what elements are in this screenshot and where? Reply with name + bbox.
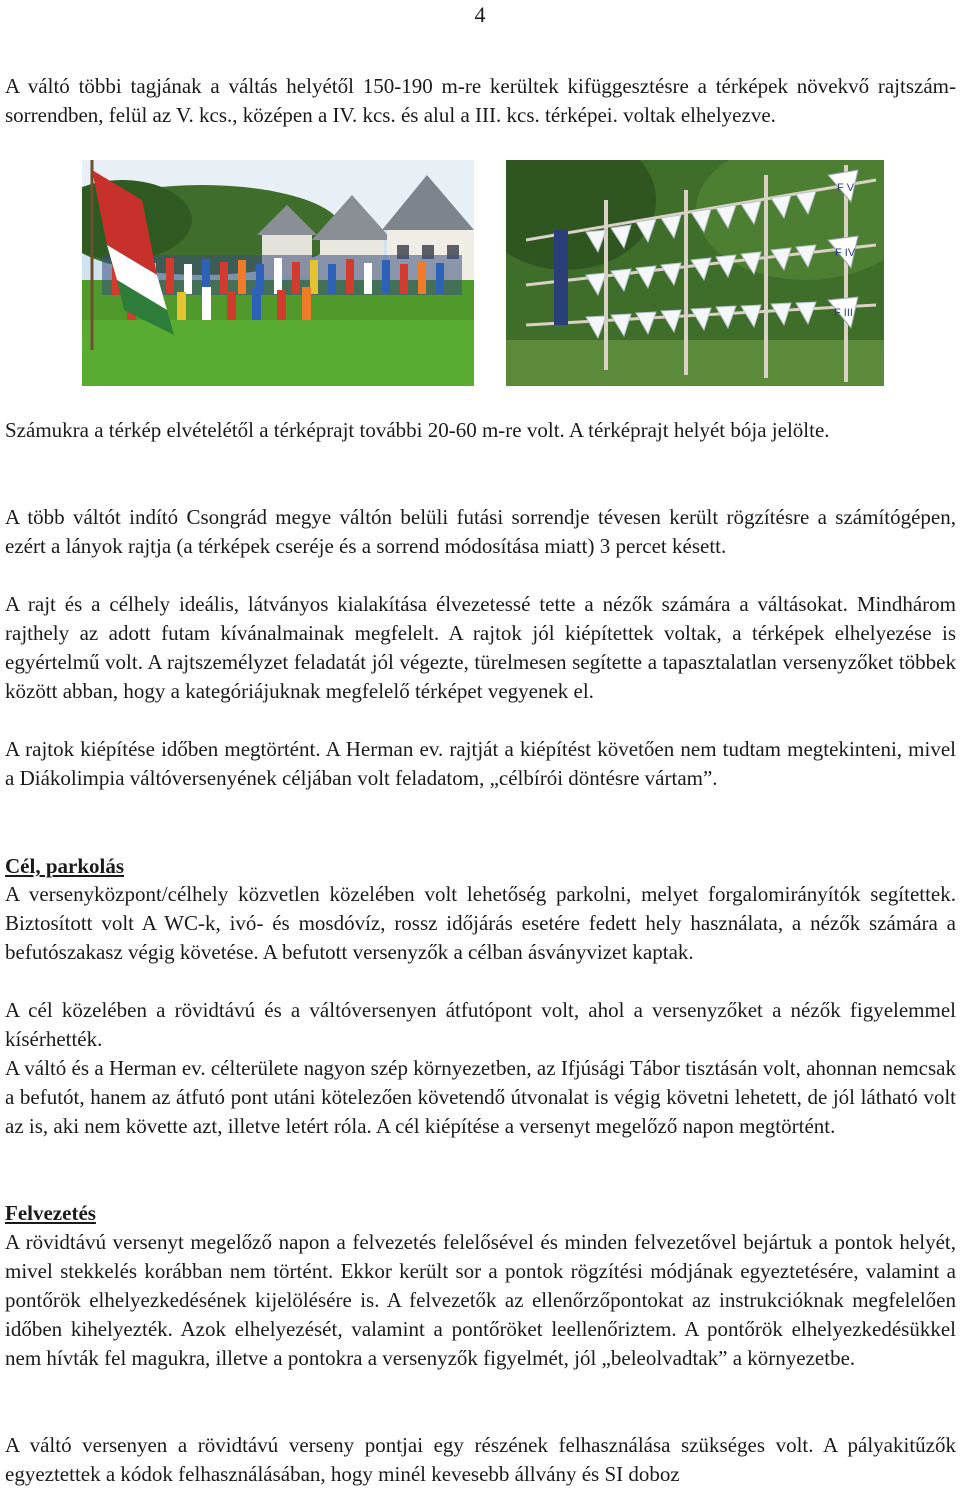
page-number: 4 [474,2,486,27]
paragraph-csongrad: A több váltót indító Csongrád megye váltón belüli futási sorrendje tévesen került rögzítésre a számítógépen, ezért a lányok rajtja (a térképek cseréje és a sorrend módosítása miatt) 3 percet késett. [5,505,956,558]
maps-photo [506,160,884,386]
paragraph-last: A váltó versenyen a rövidtávú verseny pontjai egy részének felhasználása szükséges volt. A pályakitűzők egyeztettek a kódok felhasználásában, hogy minél kevesebb állvány és SI doboz [5,1433,956,1486]
heading-controls: Felvezetés [5,1201,96,1225]
paragraph-map-distance: Számukra a térkép elvételétől a térképrajt további 20-60 m-re volt. A térképrajt helyét bója jelölte. [5,418,830,442]
paragraph-start-finish: A rajt és a célhely ideális, látványos kialakítása élvezetessé tette a nézők számára a váltásokat. Mindhárom rajthely az adott futam kívánalmainak megfelelt. A rajtok jól kiépítettek voltak, a térképek elhelyezése is egyértelmű volt. A rajtszemélyzet feladatát jól végezte, türelmesen segítette a tapasztalatlan versenyzőket többek között abban, hogy a kategóriájuknak megfelelő térképet vegyenek el. [5,592,956,703]
map-label-fv: F V [837,182,855,194]
paragraph-intro: A váltó többi tagjának a váltás helyétől 150-190 m-re kerültek kifüggesztésre a térképek növekvő rajtszám-sorrendben, felül az V. kcs., középen a IV. kcs. és alul a III. kcs. térképei. voltak elhelyezve. [5,74,956,127]
heading-finish-parking: Cél, parkolás [5,854,125,878]
paragraph-spectator: A cél közelében a rövidtávú és a váltóversenyen átfutópont volt, ahol a versenyzőket a nézők figyelemmel kísérhették. [5,998,956,1051]
map-label-fiv: F IV [835,247,856,259]
start-photo [82,160,474,386]
paragraph-parking: A versenyközpont/célhely közvetlen közelében volt lehetőség parkolni, melyet forgalomirányítók segítettek. Biztosított volt A WC-k, ivó- és mosdóvíz, rossz időjárás esetére fedett hely használata, a nézők számára a befutószakasz végig követése. A befutott versenyzők a célban ásványvizet kaptak. [5,882,956,964]
paragraph-relay-herman: A váltó és a Herman ev. célterülete nagyon szép környezetben, az Ifjúsági Tábor tisztásán volt, ahonnan nemcsak a befutót, hanem az átfutó pont utáni kötelezően követendő útvonalat is végig követni lehetett, de jól látható volt az is, aki nem követte azt, illetve letért róla. A cél kiépítése a versenyt megelőző napon megtörtént. [5,1056,956,1138]
map-label-fiii: F III [834,307,853,319]
paragraph-controls: A rövidtávú versenyt megelőző napon a felvezetés felelősével és minden felvezetővel bejártuk a pontok helyét, mivel stekkelés korábban nem történt. Ekkor került sor a pontok rögzítési módjának egyeztetésére, valamint a pontőrök elhelyezkedésének kijelölésére is. A felvezetők az ellenőrzőpontokat az instrukcióknak megfelelően időben kihelyezték. Azok elhelyezését, valamint a pontőröket leellenőriztem. A pontőrök elhelyezkedésükkel nem hívták fel magukra, illetve a pontokra a versenyzők figyelmét, jól „beleolvadtak” a környezetbe. [5,1230,956,1370]
paragraph-starts-built: A rajtok kiépítése időben megtörtént. A Herman ev. rajtját a kiépítést követően nem tudtam megtekinteni, mivel a Diákolimpia váltóversenyének céljában volt feladatom, „célbírói döntésre vártam”. [5,737,956,790]
